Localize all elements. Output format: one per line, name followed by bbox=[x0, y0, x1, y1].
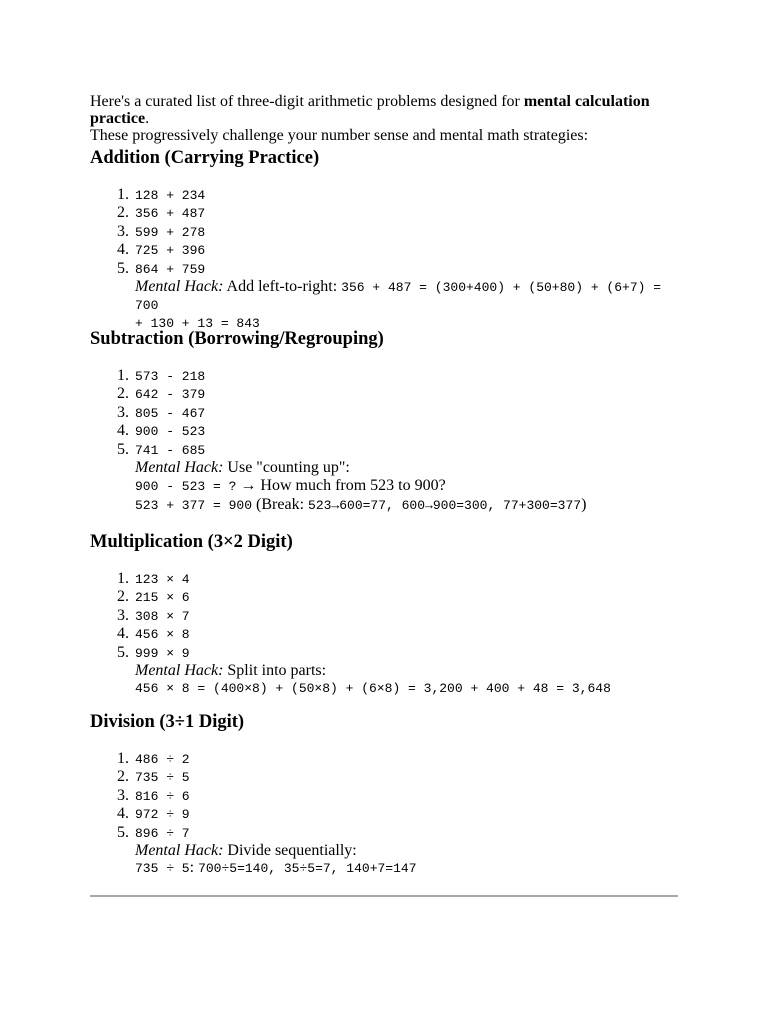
division-hack: Mental Hack: Divide sequentially: 735 ÷ 5: 700÷5=140, 35÷5=7, 140+7=147 bbox=[135, 841, 417, 876]
hack-label: Mental Hack: bbox=[135, 458, 224, 476]
list-item: 5 . 741 - 685 bbox=[117, 440, 206, 458]
addition-hack: Mental Hack: Add left-to-right: 356 + 487 = (300+400) + (50+80) + (6+7) = 700 + 130 + 13 = 843 bbox=[135, 277, 662, 331]
document-body bbox=[90, 93, 680, 876]
intro-paragraph bbox=[90, 93, 680, 144]
list-item: 4 . 900 - 523 bbox=[117, 422, 206, 440]
hack-label: Mental Hack: bbox=[135, 661, 224, 679]
intro-text-post: . bbox=[145, 110, 150, 127]
intro-text-pre: Here's a curated list of three-digit arithmetic problems designed for bbox=[90, 93, 524, 110]
hack-label: Mental Hack: bbox=[135, 841, 224, 859]
hack-label: Mental Hack: bbox=[135, 277, 224, 295]
division-heading: Division (3÷1 Digit) bbox=[90, 712, 245, 732]
list-item: 4 . 725 + 396 bbox=[117, 241, 206, 259]
addition-list bbox=[90, 186, 680, 278]
division-list bbox=[90, 750, 680, 842]
intro-line2: These progressively challenge your number sense and mental math strategies: bbox=[90, 127, 589, 144]
subtraction-section bbox=[90, 329, 680, 515]
addition-section bbox=[90, 148, 680, 332]
division-section bbox=[90, 712, 680, 877]
list-item: 3 . 599 + 278 bbox=[117, 222, 206, 240]
addition-heading: Addition (Carrying Practice) bbox=[90, 148, 320, 168]
list-item: 2 . 356 + 487 bbox=[117, 204, 206, 222]
multiplication-section bbox=[90, 532, 680, 697]
list-item: 3 . 816 ÷ 6 bbox=[117, 786, 190, 804]
list-item: 1 . 573 - 218 bbox=[117, 367, 206, 384]
list-item: 2 . 735 ÷ 5 bbox=[117, 768, 190, 786]
list-item: 1 . 123 × 4 bbox=[117, 570, 190, 587]
list-item: 3 . 805 - 467 bbox=[117, 403, 206, 421]
list-item: 2 . 642 - 379 bbox=[117, 385, 206, 403]
arrow-icon: → bbox=[236, 476, 261, 494]
subtraction-heading: Subtraction (Borrowing/Regrouping) bbox=[90, 329, 384, 349]
list-item: 5 . 896 ÷ 7 bbox=[117, 823, 190, 841]
intro-bold: mental calculation practice bbox=[90, 93, 650, 127]
list-item: 2 . 215 × 6 bbox=[117, 588, 190, 606]
horizontal-rule bbox=[90, 895, 678, 897]
list-item: 4 . 972 ÷ 9 bbox=[117, 805, 190, 823]
list-item: 4 . 456 × 8 bbox=[117, 625, 190, 643]
multiplication-heading: Multiplication (3×2 Digit) bbox=[90, 532, 293, 552]
list-item: 5 . 999 × 9 bbox=[117, 643, 190, 661]
multiplication-hack: Mental Hack: Split into parts: 456 × 8 = (400×8) + (50×8) + (6×8) = 3,200 + 400 + 48 = 3,648 bbox=[135, 661, 611, 696]
list-item: 1 . 128 + 234 bbox=[117, 186, 206, 203]
subtraction-list bbox=[90, 367, 680, 459]
list-item: 1 . 486 ÷ 2 bbox=[117, 750, 190, 767]
multiplication-list bbox=[90, 570, 680, 662]
subtraction-hack: Mental Hack: Use "counting up": 900 - 523 = ? → How much from 523 to 900? 523 + 377 = 900 (Break: 523→600=77, 600→900=300, 77+300=377) bbox=[135, 458, 587, 513]
list-item: 5 . 864 + 759 bbox=[117, 259, 206, 277]
list-item: 3 . 308 × 7 bbox=[117, 606, 190, 624]
